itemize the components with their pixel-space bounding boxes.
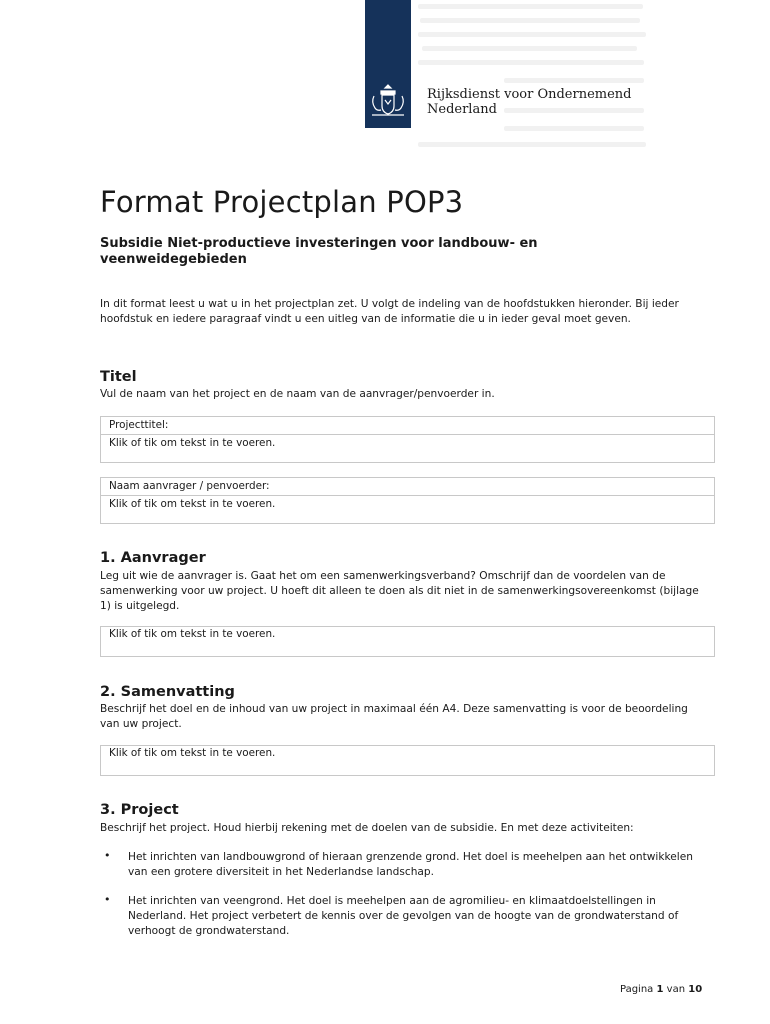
section-text-project: Beschrijf het project. Houd hierbij rekening met de doelen van de subsidie. En met deze activiteiten: [100, 822, 634, 834]
document-subtitle: Subsidie Niet-productieve investeringen voor landbouw- en veenweidegebieden [100, 236, 538, 267]
aanvrager-naam-field [100, 477, 715, 524]
coat-of-arms-icon [368, 82, 408, 120]
projecttitel-input[interactable]: Klik of tik om tekst in te voeren. [109, 437, 276, 449]
samenvatting-input[interactable]: Klik of tik om tekst in te voeren. [109, 747, 276, 759]
section-heading-aanvrager: 1. Aanvrager [100, 550, 206, 566]
page-current: 1 [656, 984, 664, 995]
section-heading-samenvatting: 2. Samenvatting [100, 684, 235, 700]
section-text-samenvatting: Beschrijf het doel en de inhoud van uw project in maximaal één A4. Deze samenvatting is voor de beoordeling van uw project. [100, 703, 688, 730]
page-prefix: Pagina [620, 984, 654, 995]
page-number [620, 984, 702, 995]
section-heading-titel: Titel [100, 369, 137, 385]
document-title: Format Projectplan POP3 [100, 185, 464, 219]
aanvrager-input[interactable]: Klik of tik om tekst in te voeren. [109, 628, 276, 640]
aanvrager-naam-input[interactable]: Klik of tik om tekst in te voeren. [109, 498, 276, 510]
bullet-marker: • [104, 849, 111, 862]
samenvatting-field [100, 745, 715, 776]
section-text-titel: Vul de naam van het project en de naam van de aanvrager/penvoerder in. [100, 388, 495, 400]
section-heading-project: 3. Project [100, 802, 179, 818]
page-middle: van [666, 984, 686, 995]
bullet-marker: • [104, 893, 111, 906]
bullet-item: Het inrichten van veengrond. Het doel is meehelpen aan de agromilieu- en klimaatdoelstellingen in Nederland. Het project verbetert de kennis over de gevolgen van de hoogte van de grondwaterstand of verhoogt de grondwaterstand. [128, 895, 679, 937]
projecttitel-label: Projecttitel: [101, 417, 714, 435]
logo-line2: Nederland [427, 102, 497, 117]
page-total: 10 [688, 984, 703, 995]
logo-line1: Rijksdienst voor Ondernemend [427, 87, 632, 102]
watermark-lines [418, 4, 650, 150]
section-text-aanvrager: Leg uit wie de aanvrager is. Gaat het om een samenwerkingsverband? Omschrijf dan de voordelen van de samenwerking voor uw project. U hoeft dit alleen te doen als dit niet in de samenwerkingsovereenkomst (bijlage 1) is uitgelegd. [100, 570, 699, 612]
projecttitel-field [100, 416, 715, 463]
intro-paragraph: In dit format leest u wat u in het projectplan zet. U volgt de indeling van de hoofdstukken hieronder. Bij ieder hoofdstuk en iedere paragraaf vindt u een uitleg van de informatie die u in ieder geval moet geven. [100, 298, 679, 325]
aanvrager-naam-label: Naam aanvrager / penvoerder: [101, 478, 714, 496]
aanvrager-field [100, 626, 715, 657]
bullet-item: Het inrichten van landbouwgrond of hieraan grenzende grond. Het doel is meehelpen aan het ontwikkelen van een grotere diversiteit in het Nederlandse landschap. [128, 851, 693, 878]
